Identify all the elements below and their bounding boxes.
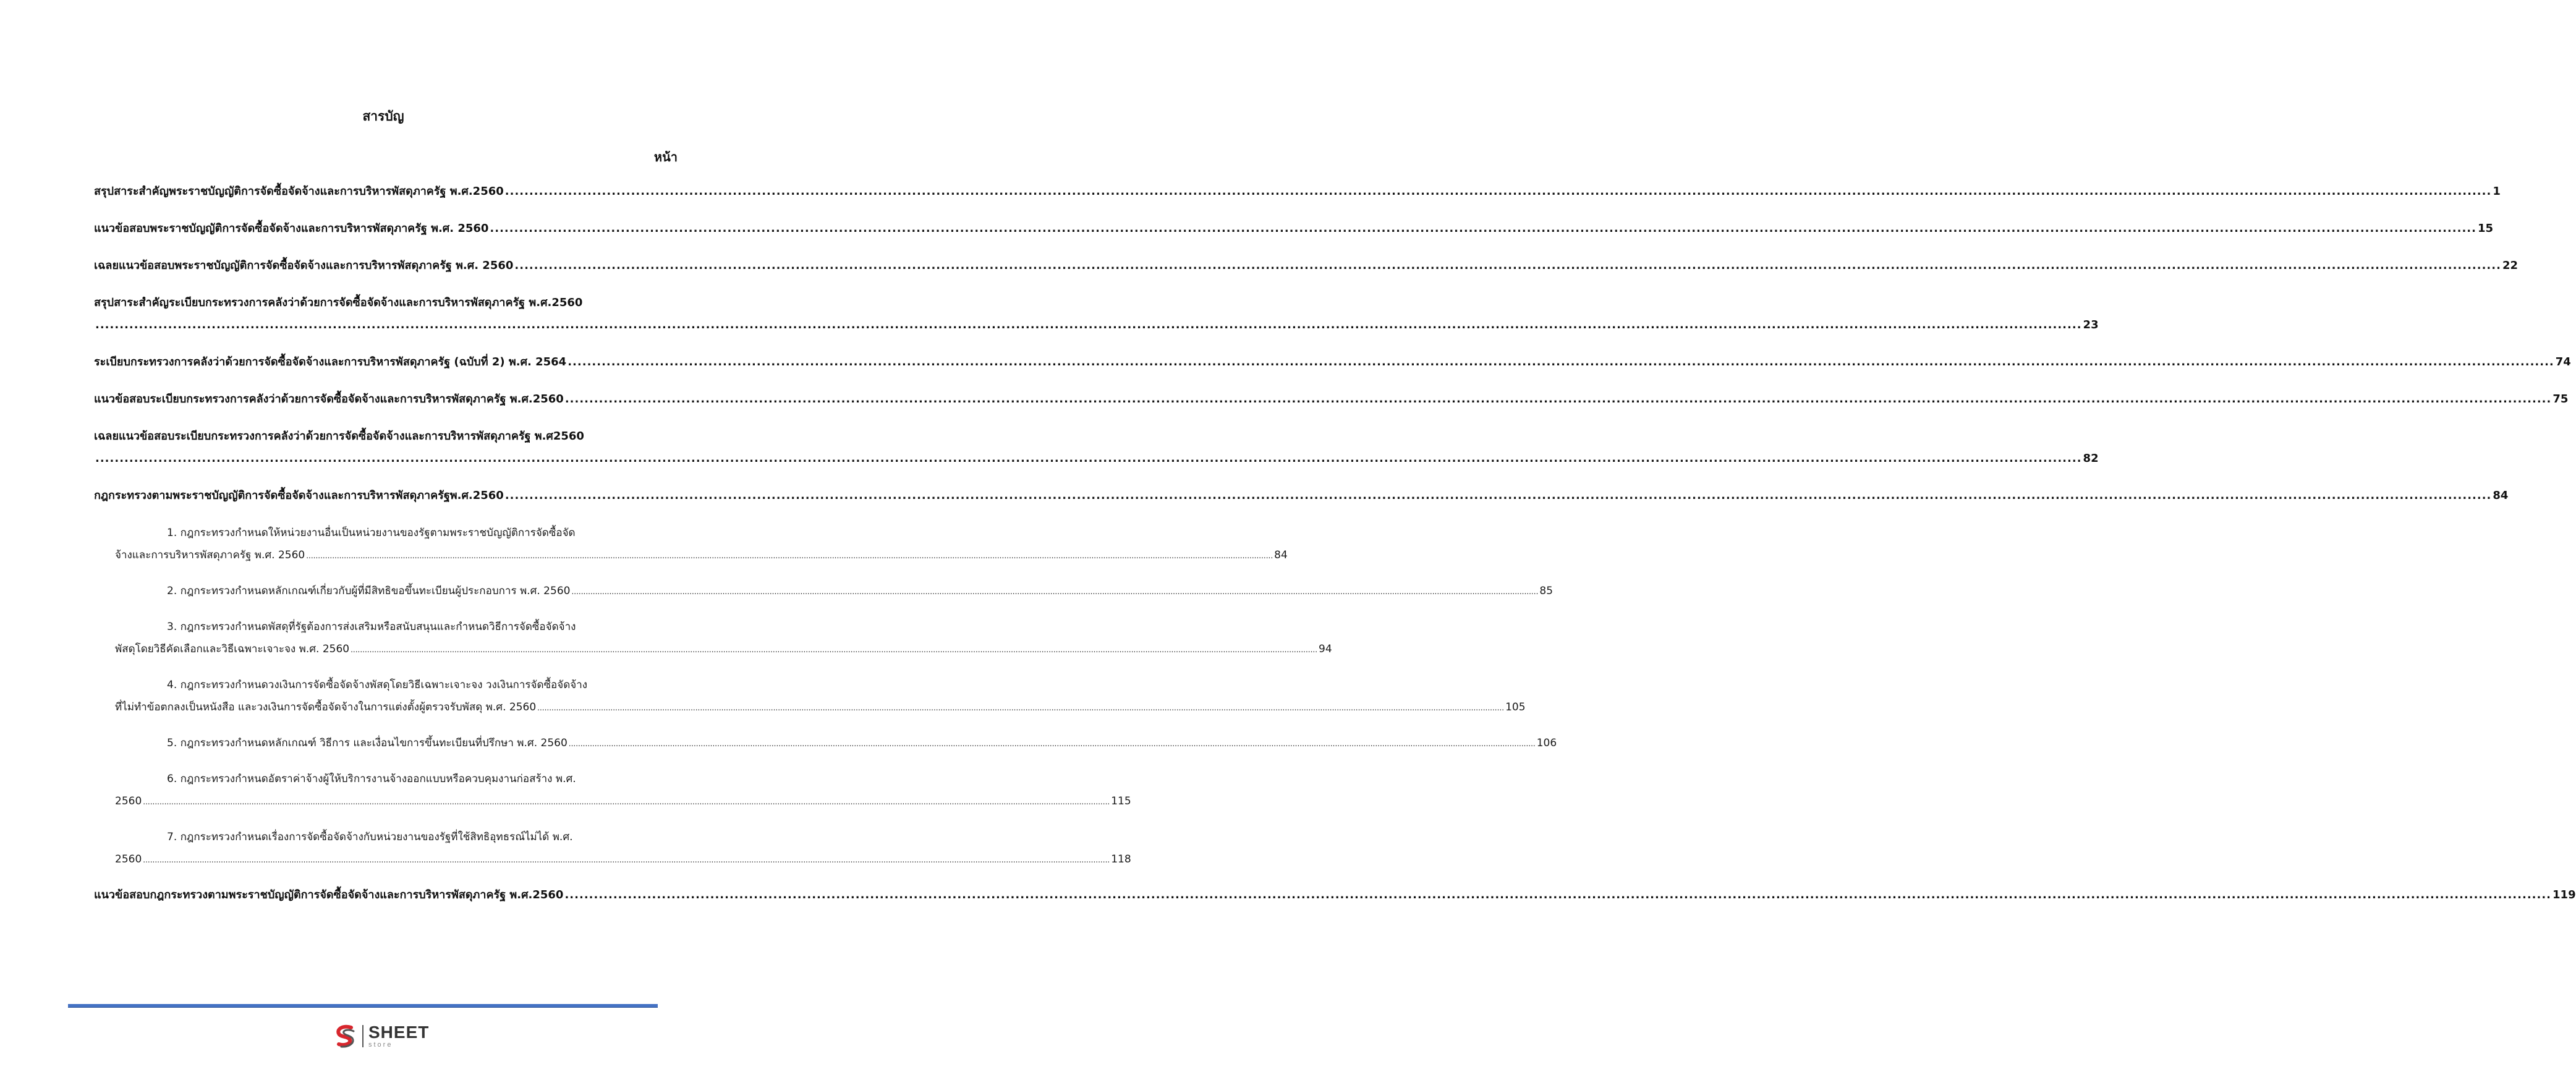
dot-leader	[571, 580, 1538, 603]
toc-page-number: 23	[2083, 318, 2099, 331]
dot-leader	[490, 218, 2476, 240]
logo-separator	[362, 1025, 363, 1047]
dot-leader	[306, 544, 1273, 567]
logo-subword: store	[368, 1041, 393, 1049]
toc-page-number: 84	[1274, 549, 1288, 561]
toc-entry-text: 7. กฎกระทรวงกำหนดเรื่องการจัดซื้อจัดจ้างกับหน่วยงานของรัฐที่ใช้สิทธิอุทธรณ์ไม่ได้ พ.ศ.	[167, 831, 573, 843]
dot-leader	[505, 181, 2492, 203]
toc-entry[interactable]	[94, 732, 1557, 754]
toc-entry[interactable]	[94, 826, 1131, 870]
dot-leader	[505, 485, 2492, 507]
dot-leader	[95, 314, 2082, 336]
toc-entry-text: 6. กฎกระทรวงกำหนดอัตราค่าจ้างผู้ให้บริการงานจ้างออกแบบหรือควบคุมงานก่อสร้าง พ.ศ.	[167, 773, 576, 785]
dot-leader	[143, 848, 1110, 871]
toc-entry[interactable]	[94, 351, 2571, 373]
toc-entry[interactable]	[94, 616, 1332, 660]
toc-entry-text: กฎกระทรวงตามพระราชบัญญัติการจัดซื้อจัดจ้างและการบริหารพัสดุภาครัฐพ.ศ.2560	[94, 489, 504, 502]
toc-entry-text: เฉลยแนวข้อสอบพระราชบัญญัติการจัดซื้อจัดจ้างและการบริหารพัสดุภาครัฐ พ.ศ. 2560	[94, 259, 514, 272]
toc-page-number: 74	[2555, 355, 2571, 368]
table-of-contents	[94, 181, 2576, 921]
toc-page-number: 22	[2502, 259, 2519, 272]
toc-entry[interactable]	[94, 218, 2494, 240]
toc-entry-text: แนวข้อสอบพระราชบัญญัติการจัดซื้อจัดจ้างและการบริหารพัสดุภาครัฐ พ.ศ. 2560	[94, 222, 489, 235]
toc-page-number: 105	[1505, 701, 1526, 713]
dot-leader	[564, 884, 2551, 906]
toc-entry-text: 3. กฎกระทรวงกำหนดพัสดุที่รัฐต้องการส่งเสริมหรือสนับสนุนและกำหนดวิธีการจัดซื้อจัดจ้าง	[167, 621, 576, 633]
toc-entry[interactable]	[94, 255, 2519, 277]
toc-page-number: 115	[1111, 795, 1131, 807]
toc-entry-text: แนวข้อสอบกฎกระทรวงตามพระราชบัญญัติการจัดซื้อจัดจ้างและการบริหารพัสดุภาครัฐ พ.ศ.2560	[94, 888, 564, 901]
toc-entry[interactable]	[94, 181, 2501, 203]
toc-page-number: 82	[2083, 452, 2099, 465]
toc-entry[interactable]	[94, 292, 2099, 336]
dot-leader	[569, 732, 1536, 755]
toc-entry-text: แนวข้อสอบระเบียบกระทรวงการคลังว่าด้วยการจัดซื้อจัดจ้างและการบริหารพัสดุภาครัฐ พ.ศ.2560	[94, 393, 564, 406]
toc-page-number: 1	[2493, 185, 2501, 198]
toc-page-number: 84	[2493, 489, 2509, 502]
toc-page-number: 118	[1111, 853, 1131, 866]
toc-page-number: 106	[1536, 737, 1557, 749]
dot-leader	[567, 351, 2554, 373]
toc-page-number: 15	[2477, 222, 2494, 235]
toc-entry-text: 2. กฎกระทรวงกำหนดหลักเกณฑ์เกี่ยวกับผู้ที่มีสิทธิขอขึ้นทะเบียนผู้ประกอบการ พ.ศ. 2560	[167, 585, 571, 597]
toc-page-number: 75	[2553, 393, 2569, 406]
sheet-store-logo	[333, 1021, 429, 1051]
dot-leader	[95, 448, 2082, 470]
logo-text	[368, 1024, 429, 1049]
toc-entry[interactable]	[94, 388, 2569, 411]
toc-entry-text: 1. กฎกระทรวงกำหนดให้หน่วยงานอื่นเป็นหน่วยงานของรัฐตามพระราชบัญญัติการจัดซื้อจัด	[167, 527, 576, 539]
toc-entry-text-continued: ที่ไม่ทำข้อตกลงเป็นหนังสือ และวงเงินการจัดซื้อจัดจ้างในการแต่งตั้งผู้ตรวจรับพัสดุ พ.ศ. 2560	[115, 701, 537, 713]
toc-page-number: 119	[2553, 888, 2576, 901]
logo-word: SHEET	[368, 1023, 430, 1042]
toc-entry[interactable]	[94, 884, 2576, 906]
dot-leader	[565, 388, 2552, 411]
toc-entry-text-continued: พัสดุโดยวิธีคัดเลือกและวิธีเฉพาะเจาะจง พ.ศ. 2560	[115, 643, 350, 655]
toc-entry[interactable]	[94, 522, 1288, 566]
dot-leader	[537, 696, 1504, 719]
toc-page-number: 94	[1319, 643, 1332, 655]
dot-leader	[514, 255, 2501, 277]
toc-entry[interactable]	[94, 580, 1554, 602]
page-column-heading: หน้า	[653, 150, 678, 164]
toc-entry[interactable]	[94, 674, 1526, 718]
toc-entry-text-continued: จ้างและการบริหารพัสดุภาครัฐ พ.ศ. 2560	[115, 549, 305, 561]
toc-entry-text: สรุปสาระสำคัญระเบียบกระทรวงการคลังว่าด้วยการจัดซื้อจัดจ้างและการบริหารพัสดุภาครัฐ พ.ศ.2560	[94, 296, 583, 309]
toc-entry-text: ระเบียบกระทรวงการคลังว่าด้วยการจัดซื้อจัดจ้างและการบริหารพัสดุภาครัฐ (ฉบับที่ 2) พ.ศ. 2564	[94, 355, 567, 368]
toc-entry[interactable]	[94, 768, 1131, 812]
footer-rule	[68, 1004, 658, 1008]
dot-leader	[351, 638, 1317, 661]
toc-entry[interactable]	[94, 425, 2099, 470]
toc-entry-text-continued: 2560	[115, 795, 142, 807]
toc-entry-text-continued: 2560	[115, 853, 142, 866]
toc-entry-text: สรุปสาระสำคัญพระราชบัญญัติการจัดซื้อจัดจ้างและการบริหารพัสดุภาครัฐ พ.ศ.2560	[94, 185, 504, 198]
toc-entry-text: เฉลยแนวข้อสอบระเบียบกระทรวงการคลังว่าด้วยการจัดซื้อจัดจ้างและการบริหารพัสดุภาครัฐ พ.ศ2560	[94, 430, 584, 443]
toc-entry-text: 5. กฎกระทรวงกำหนดหลักเกณฑ์ วิธีการ และเงื่อนไขการขึ้นทะเบียนที่ปรึกษา พ.ศ. 2560	[167, 737, 567, 749]
toc-entry-text: 4. กฎกระทรวงกำหนดวงเงินการจัดซื้อจัดจ้างพัสดุโดยวิธีเฉพาะเจาะจง วงเงินการจัดซื้อจัดจ้าง	[167, 679, 588, 691]
page-title: สารบัญ	[362, 109, 404, 124]
dot-leader	[143, 790, 1110, 813]
s-swoosh-logo-icon	[333, 1024, 357, 1049]
toc-page-number: 85	[1539, 585, 1554, 597]
toc-entry[interactable]	[94, 485, 2509, 507]
